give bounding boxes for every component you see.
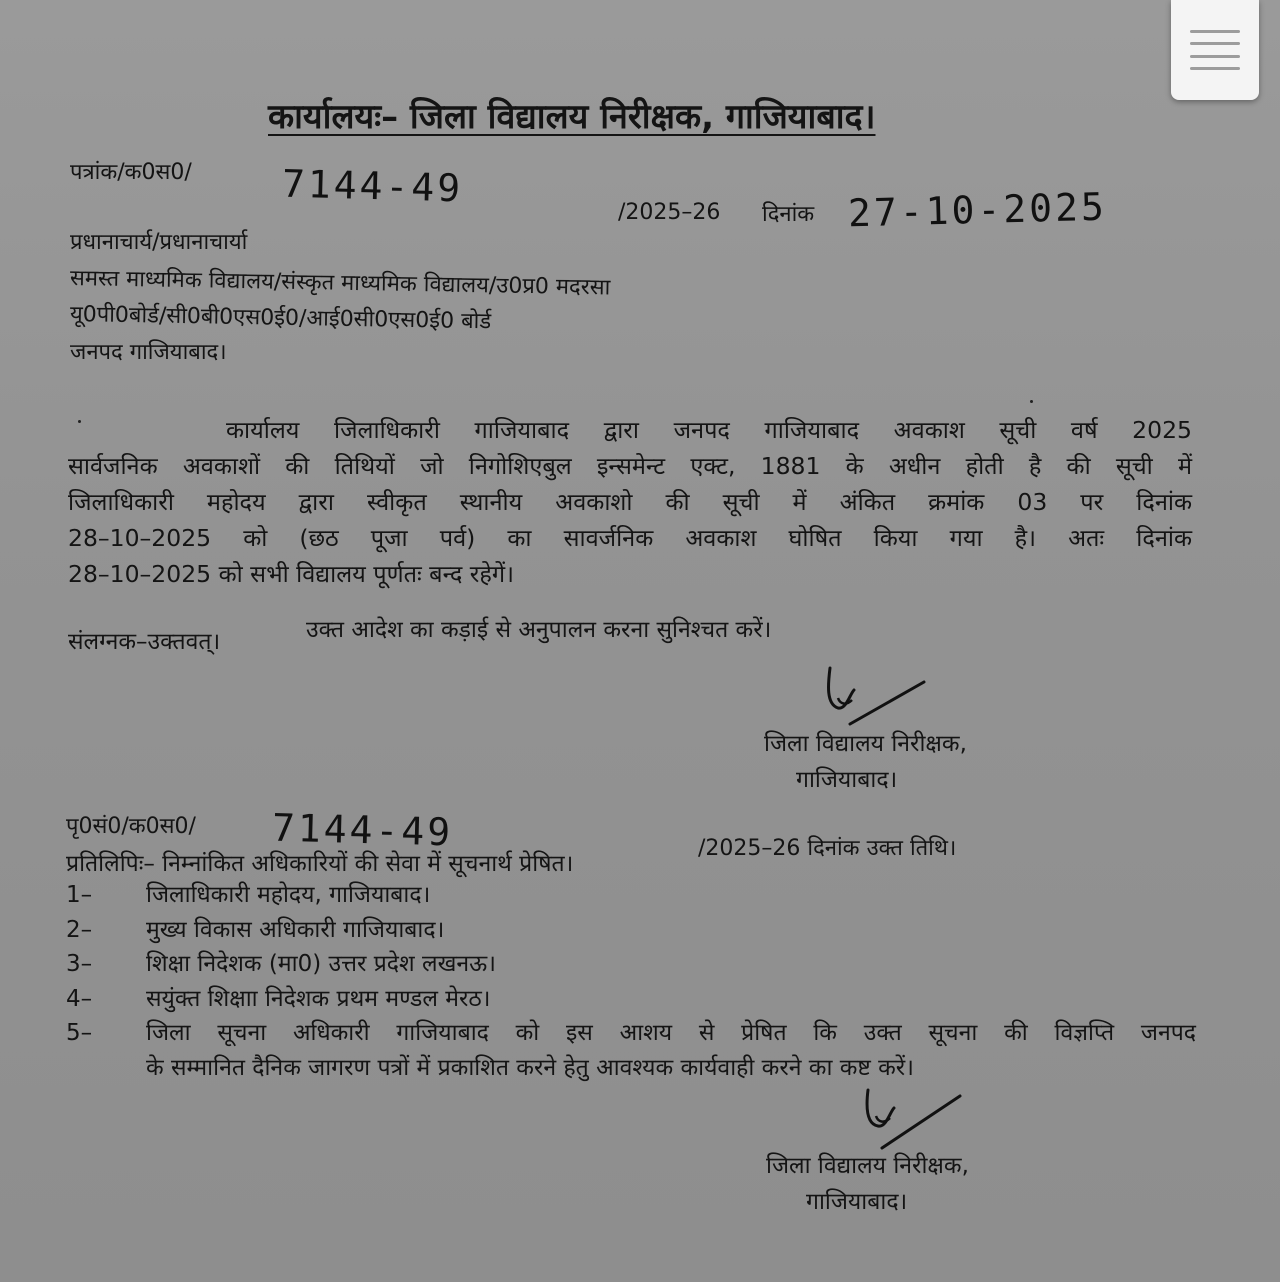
list-item bbox=[66, 1016, 1196, 1051]
address-line-2: समस्त माध्यमिक विद्यालय/संस्कृत माध्यमिक विद्यालय/उ0प्र0 मदरसा bbox=[69, 266, 611, 301]
signatory-place-2: गाजियाबाद। bbox=[806, 1189, 908, 1215]
reference-label: पत्रांक/क0स0/ bbox=[70, 160, 192, 185]
list-item bbox=[66, 878, 1196, 913]
list-item-number: 5– bbox=[66, 1020, 93, 1046]
copy-year-date: /2025–26 दिनांक उक्त तिथि। bbox=[698, 836, 957, 861]
date-handwritten: 27-10-2025 bbox=[847, 184, 1108, 236]
body-line-4: 28–10–2025 को (छठ पूजा पर्व) का सावर्जनिक अवकाश घोषित किया गया है। अतः दिनांक bbox=[68, 524, 1192, 552]
scan-speck bbox=[1030, 400, 1033, 403]
body-line-3: जिलाधिकारी महोदय द्वारा स्वीकृत स्थानीय अवकाशो की सूची में अंकित क्रमांक 03 पर दिनांक bbox=[68, 488, 1192, 516]
copy-intro: प्रतिलिपिः– निम्नांकित अधिकारियों की सेवा में सूचनार्थ प्रेषित। bbox=[66, 851, 574, 877]
signature-mark bbox=[856, 1086, 966, 1156]
reference-number-handwritten: 7144-49 bbox=[281, 161, 464, 211]
menu-button[interactable] bbox=[1171, 0, 1259, 100]
list-item-number: 4– bbox=[66, 985, 93, 1012]
signatory-title-2: जिला विद्यालय निरीक्षक, bbox=[766, 1153, 969, 1179]
compliance-order: उक्त आदेश का कड़ाई से अनुपालन करना सुनिश्चत करें। bbox=[306, 617, 772, 643]
session-year: /2025–26 bbox=[618, 200, 721, 225]
copy-recipient-list bbox=[66, 878, 1196, 1085]
signature-mark bbox=[820, 664, 930, 734]
list-item-number: 2– bbox=[66, 916, 93, 943]
signatory-place-1: गाजियाबाद। bbox=[796, 767, 898, 793]
enclosure-note: संलग्नक–उक्तवत्। bbox=[68, 629, 221, 655]
hamburger-icon bbox=[1190, 30, 1240, 70]
body-line-2: सार्वजनिक अवकाशों की तिथियों जो निगोशिएबुल इन्समेन्ट एक्ट, 1881 के अधीन होती है की सूची में bbox=[68, 452, 1192, 480]
date-label: दिनांक bbox=[762, 202, 815, 227]
body-line-1: कार्यालय जिलाधिकारी गाजियाबाद द्वारा जनपद गाजियाबाद अवकाश सूची वर्ष 2025 bbox=[226, 416, 1192, 444]
copy-reference-number-handwritten: 7144-49 bbox=[271, 805, 454, 855]
list-item-text: सयुंक्त शिक्षाा निदेशक प्रथम मण्डल मेरठ। bbox=[146, 985, 491, 1012]
list-item-text: के सम्मानित दैनिक जागरण पत्रों में प्रकाशित करने हेतु आवश्यक कार्यवाही करने का कष्ट करें। bbox=[146, 1054, 914, 1081]
list-item-text: मुख्य विकास अधिकारी गाजियाबाद। bbox=[146, 916, 445, 943]
list-item-text: जिलाधिकारी महोदय, गाजियाबाद। bbox=[146, 882, 431, 908]
copy-reference-label: पृ0सं0/क0स0/ bbox=[66, 814, 196, 839]
list-item-continuation bbox=[66, 1051, 1196, 1086]
list-item-text: जिला सूचना अधिकारी गाजियाबाद को इस आशय से प्रेषित कि उक्त सूचना की विज्ञप्ति जनपद bbox=[146, 1020, 1196, 1046]
list-item-number: 1– bbox=[66, 882, 93, 908]
list-item bbox=[66, 913, 1196, 948]
list-item-number: 3– bbox=[66, 951, 93, 977]
list-item bbox=[66, 947, 1196, 982]
address-line-4: जनपद गाजियाबाद। bbox=[70, 340, 227, 365]
signatory-title-1: जिला विद्यालय निरीक्षक, bbox=[764, 731, 967, 757]
address-line-3: यू0पी0बोर्ड/सी0बी0एस0ई0/आई0सी0एस0ई0 बोर्ड bbox=[69, 302, 492, 335]
list-item bbox=[66, 982, 1196, 1017]
list-item-text: शिक्षा निदेशक (मा0) उत्तर प्रदेश लखनऊ। bbox=[146, 951, 496, 977]
address-line-1: प्रधानाचार्य/प्रधानाचार्या bbox=[70, 230, 248, 255]
body-paragraph bbox=[68, 412, 1192, 592]
office-title: कार्यालयः– जिला विद्यालय निरीक्षक, गाजियाबाद। bbox=[268, 97, 876, 137]
body-line-5: 28–10–2025 को सभी विद्यालय पूर्णतः बन्द रहेगें। bbox=[68, 560, 515, 588]
